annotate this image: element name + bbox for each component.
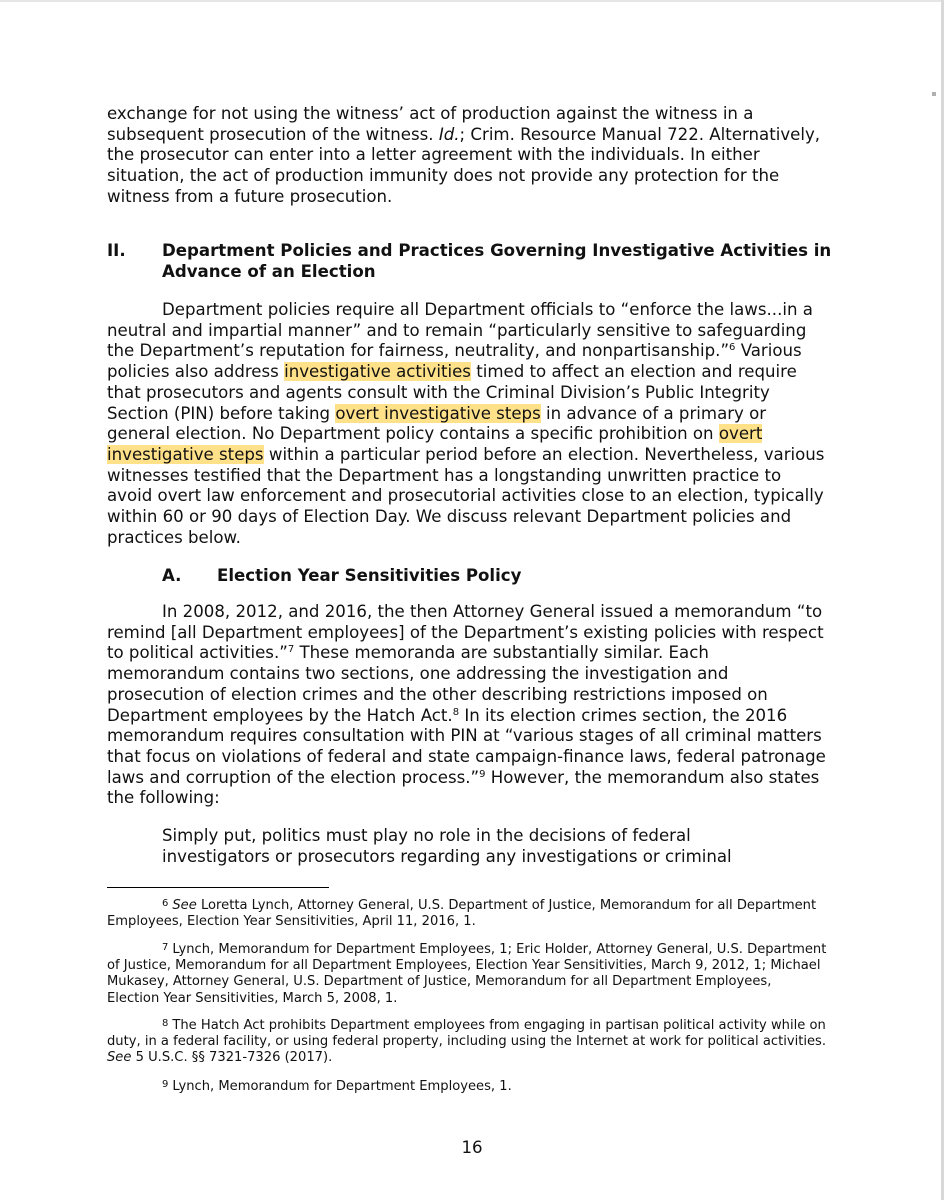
section-a-heading: [162, 566, 842, 587]
text-run: In 2008, 2012, and 2016, the then Attorney General issued a memorandum “to remind [all Department employees] of the Department’s existing policies with respect to political activities.”: [107, 602, 824, 663]
intro-paragraph: [107, 104, 827, 208]
footnote-text: Lynch, Memorandum for Department Employees, 1.: [172, 1079, 512, 1094]
text-run: Various policies also address: [107, 341, 802, 382]
section-ii-number: II.: [107, 241, 126, 260]
footnote-6: [107, 898, 827, 930]
footnote-text: The Hatch Act prohibits Department employees from engaging in partisan political activity while on duty, in a federal facility, or using federal property, including using the Internet at work for political activities.: [107, 1018, 827, 1050]
footnote-text-tail: 5 U.S.C. §§ 7321-7326 (2017).: [131, 1050, 333, 1066]
footnote-mark: 7: [162, 942, 169, 953]
text-run: Department policies require all Department officials to “enforce the laws...in a neutral and impartial manner” and to remain “particularly sensitive to safeguarding the Department’s reputation for fairness, neutrality, and nonpartisanship.”: [107, 300, 813, 361]
footnote-9: [107, 1079, 827, 1095]
footnote-separator: [107, 887, 329, 888]
footnote-ref-7[interactable]: 7: [287, 644, 295, 656]
scroll-indicator: [932, 92, 936, 96]
text-run: In its election crimes section, the 2016 memorandum requires consultation with PIN at “various stages of all criminal matters that focus on violations of federal and state campaign-finance laws, federal patronage laws and corruption of the election process.”: [107, 705, 826, 787]
text-run: in advance of a primary or general election. No Department policy contains a specific prohibition on: [107, 403, 767, 444]
footnote-signal: See: [107, 1050, 132, 1066]
section-ii-paragraph: [107, 300, 827, 548]
section-a-number: A.: [162, 566, 182, 585]
footnote-ref-8[interactable]: 8: [452, 706, 460, 718]
page-number: 16: [461, 1138, 483, 1157]
footnote-ref-6[interactable]: 6: [729, 342, 736, 354]
text-run: timed to affect an election and require that prosecutors and agents consult with the Criminal Division’s Public Integrity Section (PIN) before taking: [107, 362, 797, 423]
text-run: within a particular period before an election. Nevertheless, various witnesses testified that the Department has a longstanding unwritten practice to avoid overt law enforcement and prosecutorial activities close to an election, typically within 60 or 90 days of Election Day. We discuss relevant Department policies and practices below.: [107, 444, 825, 547]
footnote-7: [107, 942, 827, 1007]
footnote-ref-9[interactable]: 9: [479, 768, 486, 780]
section-ii-title: Department Policies and Practices Governing Investigative Activities in Advance of an Election: [162, 241, 832, 281]
footnote-signal: See: [172, 898, 197, 913]
footnote-text: Loretta Lynch, Attorney General, U.S. Department of Justice, Memorandum for all Department Employees, Election Year Sensitivities, April 11, 2016, 1.: [107, 898, 817, 930]
block-quote: [162, 826, 802, 867]
section-a-paragraph: [107, 602, 827, 809]
search-highlight: overt investigative steps: [335, 403, 541, 423]
intro-text-tail: ; Crim. Resource Manual 722. Alternatively, the prosecutor can enter into a letter agreement with the individuals. In either situation, the act of production immunity does not provide any protection for the witness from a future prosecution.: [107, 124, 821, 206]
text-run: However, the memorandum also states the following:: [107, 767, 820, 808]
search-highlight: investigative activities: [284, 362, 471, 382]
block-quote-text: Simply put, politics must play no role in the decisions of federal investigators or prosecutors regarding any investigations or criminal: [162, 826, 732, 866]
footnote-mark: 8: [162, 1018, 169, 1029]
search-highlight: overt investigative steps: [107, 424, 763, 464]
text-run: These memoranda are substantially similar. Each memorandum contains two sections, one addressing the investigation and prosecution of election crimes and the other describing restrictions imposed on Department employees by the Hatch Act.: [107, 643, 768, 725]
footnote-text: Lynch, Memorandum for Department Employees, 1; Eric Holder, Attorney General, U.S. Department of Justice, Memorandum for all Department Employees, Election Year Sensitivities, March 9, 2012, 1; Michael Mukasey, Attorney General, U.S. Department of Justice, Memorandum for all Department Employees, Election Year Sensitivities, March 5, 2008, 1.: [107, 942, 827, 1006]
citation-id: Id.: [438, 124, 460, 144]
footnote-8: [107, 1018, 827, 1067]
intro-text: exchange for not using the witness’ act of production against the witness in a subsequent prosecution of the witness.: [107, 104, 754, 144]
footnote-mark: 9: [162, 1079, 169, 1090]
footnote-mark: 6: [162, 898, 169, 909]
section-a-title: Election Year Sensitivities Policy: [217, 566, 522, 585]
page-top-edge: [0, 0, 944, 2]
section-ii-heading: [107, 241, 847, 283]
